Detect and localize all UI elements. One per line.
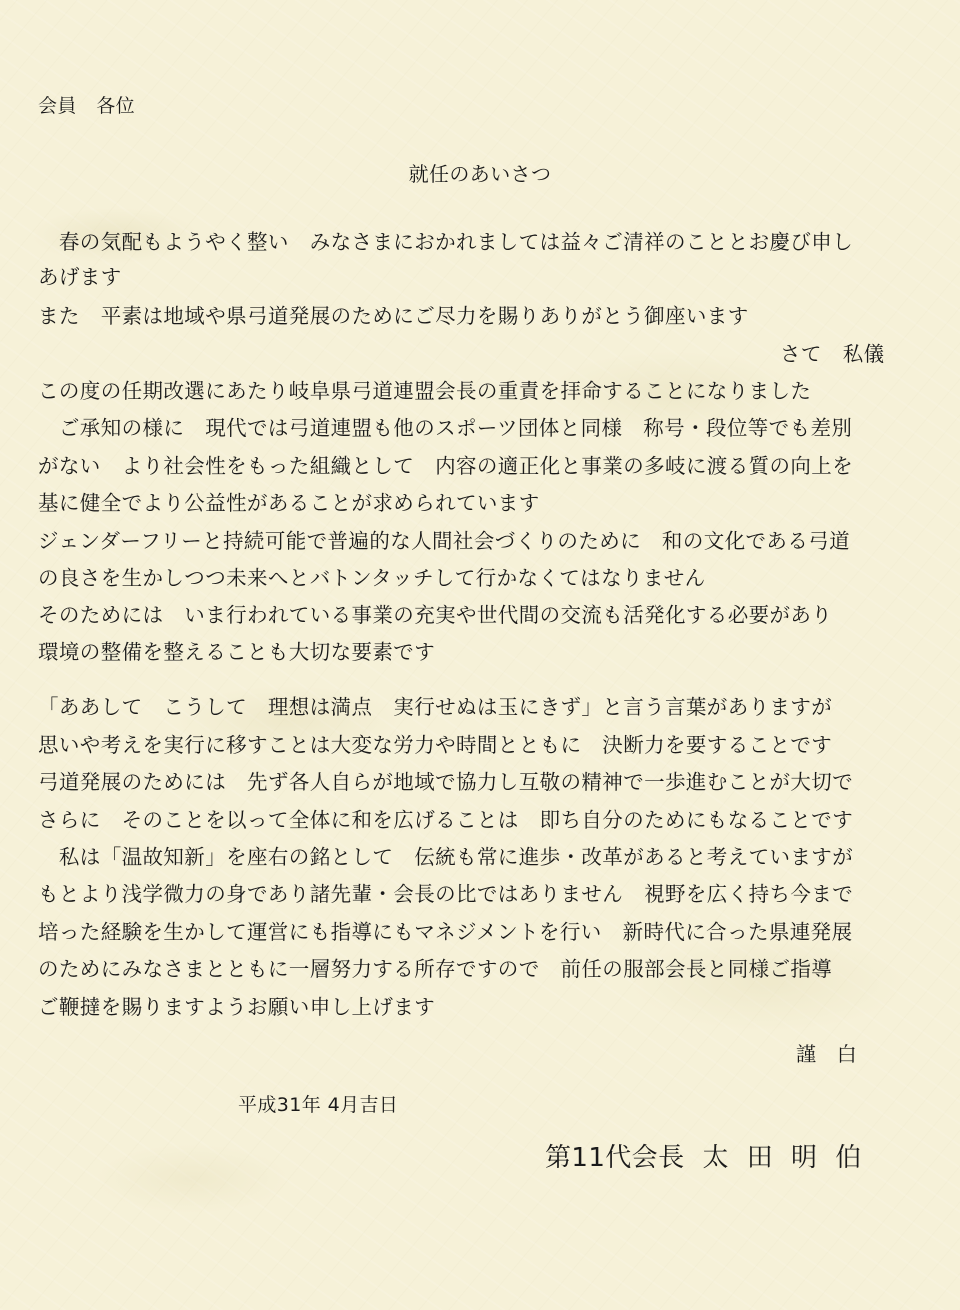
- body-line: の良さを生かしつつ未来へとバトンタッチして行かなくてはなりません: [38, 566, 706, 590]
- body-line: ジェンダーフリーと持続可能で普遍的な人間社会づくりのために 和の文化である弓道: [38, 529, 851, 553]
- body-line: さて 私儀: [780, 342, 885, 366]
- closing-phrase: 謹 白: [796, 1042, 858, 1066]
- letter-title: 就任のあいさつ: [408, 162, 552, 186]
- body-line: 培った経験を生かして運営にも指導にもマネジメントを行い 新時代に合った県連発展: [38, 920, 853, 944]
- body-line: 環境の整備を整えることも大切な要素です: [38, 640, 436, 664]
- body-line: 弓道発展のためには 先ず各人自らが地域で協力し互敬の精神で一歩進むことが大切で: [38, 770, 854, 794]
- body-line: 思いや考えを実行に移すことは大変な労力や時間とともに 決断力を要することです: [38, 733, 833, 757]
- body-line: さらに そのことを以って全体に和を広げることは 即ち自分のためにもなることです: [38, 808, 854, 832]
- body-line: ご鞭撻を賜りますようお願い申し上げます: [38, 995, 436, 1019]
- body-line: また 平素は地域や県弓道発展のためにご尽力を賜りありがとう御座います: [38, 304, 749, 328]
- body-line: そのためには いま行われている事業の充実や世代間の交流も活発化する必要があり: [38, 603, 833, 627]
- signature: [545, 1140, 866, 1176]
- body-line: あげます: [38, 265, 122, 289]
- body-line: この度の任期改選にあたり岐阜県弓道連盟会長の重責を拝命することになりました: [38, 379, 812, 403]
- body-line: ご承知の様に 現代では弓道連盟も他のスポーツ団体と同様 称号・段位等でも差別: [38, 416, 853, 440]
- addressee: 会員 各位: [38, 95, 136, 117]
- body-line: 基に健全でより公益性があることが求められています: [38, 491, 540, 515]
- body-line: がない より社会性をもった組織として 内容の適正化と事業の多岐に渡る質の向上を: [38, 454, 854, 478]
- letter-date: 平成31年 4月吉日: [238, 1094, 399, 1116]
- body-line: もとより浅学微力の身であり諸先輩・会長の比ではありません 視野を広く持ち今まで: [38, 882, 854, 906]
- signature-role: 第11代会長: [545, 1143, 685, 1173]
- body-line: 「ああして こうして 理想は満点 実行せぬは玉にきず」と言う言葉がありますが: [38, 695, 833, 719]
- body-line: のためにみなさまとともに一層努力する所存ですので 前任の服部会長と同様ご指導: [38, 957, 833, 981]
- body-line: 春の気配もようやく整い みなさまにおかれましては益々ご清祥のこととお慶び申し: [38, 230, 854, 254]
- body-line: 私は「温故知新」を座右の銘として 伝統も常に進歩・改革があると考えていますが: [38, 845, 854, 869]
- signature-name: 太 田 明 伯: [702, 1143, 867, 1173]
